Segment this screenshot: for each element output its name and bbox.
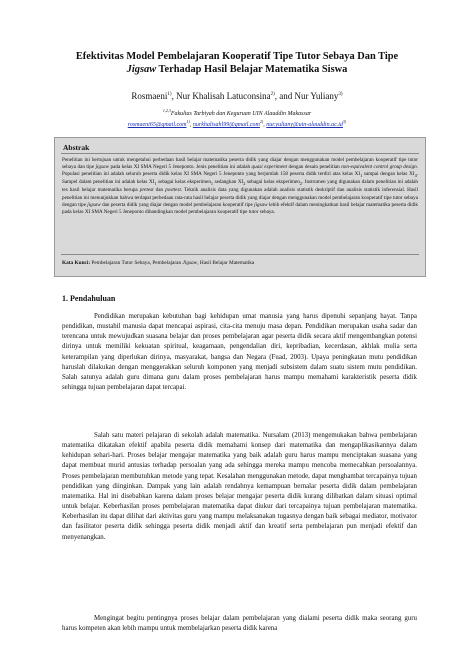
email-link-1[interactable]: rosmaeni65@gmail.com	[127, 122, 187, 128]
email-3-sup: 3)	[342, 119, 347, 124]
paragraph-text: Mengingat begitu pentingnya proses belajar dalam pembelajaran yang dialami peserta didik maka seorang guru harus kompeten akan lebih mampu untuk membelajarkan peserta didik karena	[62, 615, 417, 633]
keywords-seg: Pembelajaran Tutor Sebaya, Pembelajaran	[90, 260, 183, 266]
affiliation-block	[0, 107, 474, 129]
affiliation-text: Fakultas Tarbiyah dan Keguruan UIN Alauddin Makassar	[170, 111, 312, 117]
abstract-sub: 1	[360, 173, 363, 179]
keywords-seg: , Hasil Belajar Matematika	[197, 260, 255, 266]
abstract-seg: Penelitian ini bertujuan untuk mengetahui perbedaan hasil belajar matematika peserta didik yang diajar dengan menggunakan model pembelajaran kooperatif tipe tutor sebaya dan tipe	[62, 157, 418, 171]
author-3-sup: 3)	[338, 92, 343, 97]
paragraph-text: Pendidikan merupakan kebutuhan bagi kehidupan umat manusia yang harus dipenuhi sepanjang hayat. Tanpa pendidikan, mustahil manusia dapat mencapai aspirasi, cita-cita menuju masa depan. Pendidikan merupakan usaha sadar dan terencana untuk mewujudkan suasana belajar dan proses pembelajaran agar peserta didik secara aktif mengembangkan potensi dirinya untuk memiliki kekuatan spiritual, keagamaan, pengendalian diri, kepribadian, kecerdasan, akhlak mulia serta keterampilan yang diperlukan dirinya, masyarakat, bangsa dan Negara (Fuad, 2003). Upaya peningkatan mutu pendidikan haruslah dilakukan dengan menggerakkan seluruh komponen yang menjadi subsistem dalam suatu sistem mutu pendidikan. Salah satunya adalah guru dimana guru dalam proses pembelajaran harus mampu memahami karakteristik peserta didik sehingga tujuan pembelajaran dapat tercapai.	[62, 313, 417, 392]
email-link-3[interactable]: nur.yuliany@uin-alauddin.ac.id	[266, 122, 343, 128]
body-paragraph-1	[62, 312, 417, 393]
abstract-seg: . Teknik analisis data yang digunakan adalah analisis statistik deskriptif dan analisis statistik inferensial. Hasil penelitian ini menunjukkan bahwa terdapat perbedaan rata-rata hasil belajar peserta didik yang diajar dengan menggunakan model pembelajaran kooperatif tipe tutor sebaya dengan tipe	[62, 187, 419, 208]
title-line-2-rest: Terhadap Hasil Belajar Matematika Siswa	[156, 64, 348, 75]
abstract-italic: posttest	[165, 187, 181, 194]
affiliation-sup: 1,2,3	[162, 108, 171, 113]
author-1-sup: 1)	[167, 92, 172, 97]
author-3: , and Nur Yuliany	[274, 91, 339, 101]
abstract-italic: jigsaw	[95, 164, 110, 171]
author-2-sup: 2)	[270, 92, 275, 97]
paper-title	[50, 50, 424, 76]
abstract-seg: dengan desain penelitian	[287, 164, 342, 171]
body-paragraph-3	[62, 614, 417, 634]
abstract-heading: Abstrak	[63, 143, 90, 152]
abstract-italic: jigsaw	[254, 201, 268, 208]
abstract-seg: sampai dengan kelas XI	[362, 171, 415, 178]
email-line: rosmaeni65@gmail.com$^{1)}$, nurkhalisahl99@gmail.com$^{2)}$, $nur.yuliany@uin-alauddin.ac.id^{3)}$	[127, 119, 347, 128]
paragraph-text: Salah satu materi pelajaran di sekolah adalah matematika. Nursalam (2013) mengemukakan bahwa pembelajaran matematika dikatakan efektif apabila peserta didik memahami konsep dari matematika dan mengaplikasikannya dalam kehidupan sehari-hari. Proses belajar mengajar matematika yang baik adalah guru harus mampu menciptakan suasana yang dapat membuat murid antusias terhadap persoalan yang ada sehingga mereka mampu mencoba memecahkan persoalannya. Proses pembelajaran membutuhkan metode yang tepat. Kesalahan menggunakan metode, dapat menghambat tercapainya tujuan pendidikan yang diinginkan. Dampak yang lain adalah rendahnya kemampuan bernalar peserta didik dalam pembelajaran matematika. Hal ini disebabkan karena dalam proses belajar mengajar peserta didik kurang dilibatkan dalam situasi optimal untuk belajar. Keberhasilan proses pembelajaran matematika dapat diukur dari tercapainya tujuan pembelajaran matematika. Keberhasilan itu dapat dilihat dari aktivitas guru yang mampu melaksanakan tugasnya dengan baik sebagai mediator, motivator dan fasilitator peserta didik sehingga peserta didik menjadi aktif dan kreatif serta pembelajaran pun menjadi efektif dan menyenangkan.	[62, 432, 417, 541]
abstract-sub: 1	[154, 181, 157, 187]
title-jigsaw-italic: Jigsaw	[126, 64, 157, 75]
keywords-divider	[61, 254, 419, 255]
abstract-italic: jigsaw	[87, 201, 101, 208]
keywords	[62, 260, 254, 267]
abstract-seg: dan peserta didik yang diajar dengan model pembelajaran kooperatif tipe	[100, 201, 255, 208]
author-2: , Nur Khalisah Latuconsina	[171, 91, 271, 101]
abstract-text	[62, 157, 418, 216]
abstract-sub: 2	[299, 181, 302, 187]
title-line-2	[50, 63, 424, 76]
keywords-italic: Jigsaw	[182, 260, 198, 266]
affiliation	[0, 107, 474, 118]
abstract-seg: lebih efektif dalam meningkatkan hasil belajar matematika peserta didik pada kelas XI SMA Negeri 5 Jeneponto dibandingkan model pembelajaran kooperatif tipe tutor sebaya.	[62, 201, 418, 215]
author-1: Rosmaeni	[131, 91, 168, 101]
section-heading: 1. Pendahuluan	[62, 294, 116, 303]
abstract-seg: sebagai kelas eksperimen	[156, 179, 211, 186]
abstract-divider	[61, 153, 419, 154]
abstract-box	[54, 137, 426, 277]
abstract-sub: 2	[243, 181, 246, 187]
author-list	[0, 89, 474, 102]
abstract-seg: . Sampel dalam penelitian ini adalah kelas XI	[62, 171, 418, 186]
email-1-sup: 1)	[186, 119, 190, 124]
abstract-italic: pretest	[139, 187, 154, 194]
keywords-label: Kata Kunci:	[62, 260, 91, 266]
abstract-seg: sebagai kelas eksperimen	[245, 179, 300, 186]
abstract-italic: non-equivalent control group design	[341, 164, 417, 171]
abstract-sub: 1	[210, 181, 214, 187]
abstract-seg: . Instrumen yang digunakan dalam penelitian ini adalah tes hasil belajar matematika berupa	[62, 179, 418, 194]
abstract-seg: pada kelas XI SMA Negeri 5 Jeneponto. Jenis penelitian ini adalah	[109, 164, 252, 171]
title-line-1: Efektivitas Model Pembelajaran Kooperatif Tipe Tutor Sebaya Dan Tipe	[75, 51, 399, 62]
abstract-seg: dan	[153, 187, 166, 194]
abstract-seg: sedangkan XI	[213, 179, 244, 186]
body-paragraph-2	[62, 431, 417, 543]
abstract-seg: . Populasi penelitian ini adalah seluruh peserta didik kelas XI SMA Negeri 5 Jeneponto yang berjumlah 158 peserta didik terdiri atas kelas XI	[62, 164, 419, 178]
abstract-sub: 4	[414, 173, 417, 179]
abstract-italic: quasi experiment	[251, 164, 288, 171]
email-link-2[interactable]: nurkhalisahl99@gmail.com	[192, 122, 260, 128]
email-2-sup: 2)	[259, 119, 264, 124]
